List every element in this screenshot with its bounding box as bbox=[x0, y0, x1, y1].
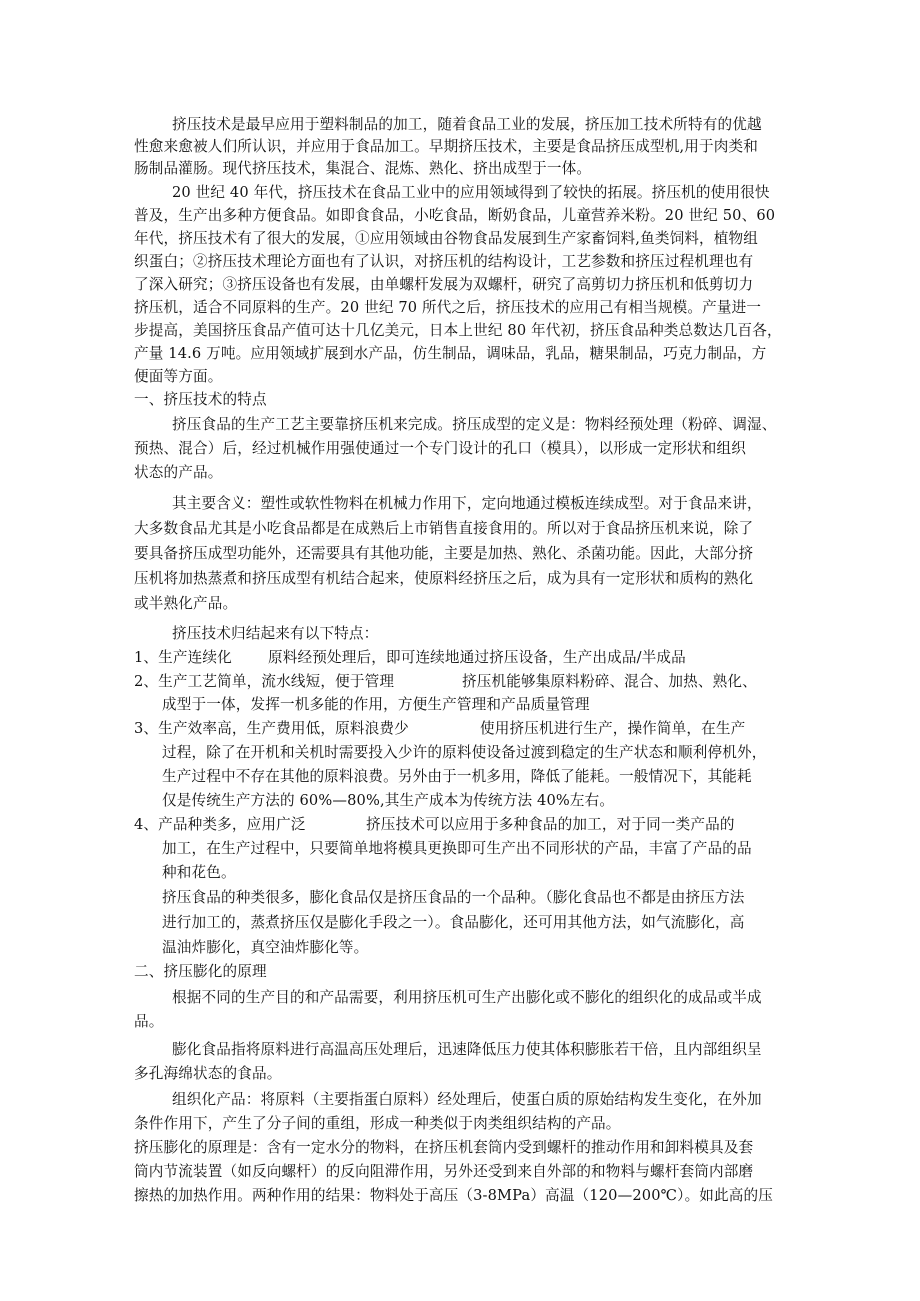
text-line: 成型于一体，发挥一机多能的作用，方便生产管理和产品质量管理 bbox=[162, 696, 590, 713]
list-item-label: 2、生产工艺简单，流水线短，便于管理 bbox=[134, 673, 395, 690]
text-line: 多孔海绵状态的食品。 bbox=[134, 1065, 282, 1082]
text-line: 种和花色。 bbox=[162, 864, 236, 881]
list-item-label: 3、生产效率高，生产费用低，原料浪费少 bbox=[134, 720, 409, 737]
text-line: 根据不同的生产目的和产品需要，利用挤压机可生产出膨化或不膨化的组织化的成品或半成 bbox=[172, 989, 762, 1006]
text-line: 挤压技术归结起来有以下特点： bbox=[172, 625, 379, 642]
text-line: 组织化产品：将原料（主要指蛋白原料）经处理后，使蛋白质的原始结构发生变化，在外加 bbox=[172, 1091, 762, 1108]
text-line: 擦热的加热作用。两种作用的结果：物料处于高压（3-8MPa）高温（120—200℃）。如此高的压 bbox=[134, 1187, 774, 1204]
text-line: 挤压技术是最早应用于塑料制品的加工，随着食品工业的发展，挤压加工技术所特有的优越 bbox=[172, 116, 762, 133]
text-line: 加工，在生产过程中，只要简单地将模具更换即可生产出不同形状的产品，丰富了产品的品 bbox=[162, 840, 752, 857]
list-item-label: 1、生产连续化 bbox=[134, 649, 232, 666]
text-line: 生产过程中不存在其他的原料浪费。另外由于一机多用，降低了能耗。一般情况下，其能耗 bbox=[162, 768, 752, 785]
text-line: 挤压膨化的原理是：含有一定水分的物料，在挤压机套筒内受到螺杆的推动作用和卸料模具及套 bbox=[134, 1139, 754, 1156]
text-line: 筒内节流装置（如反向螺杆）的反向阻滞作用，另外还受到来自外部的和物料与螺杆套筒内部磨 bbox=[134, 1163, 754, 1180]
text-line: 其主要含义：塑性或软性物料在机械力作用下，定向地通过模板连续成型。对于食品来讲， bbox=[172, 495, 762, 512]
text-line: 或半熟化产品。 bbox=[134, 595, 238, 612]
section-heading: 一、挤压技术的特点 bbox=[134, 391, 267, 408]
text-line: 肠制品灌肠。现代挤压技术，集混合、混炼、熟化、挤出成型于一体。 bbox=[134, 160, 592, 177]
text-line: 仅是传统生产方法的 60%—80%,其生产成本为传统方法 40%左右。 bbox=[162, 792, 615, 809]
text-line: 20 世纪 40 年代，挤压技术在食品工业中的应用领域得到了较快的拓展。挤压机的使用很快 bbox=[172, 184, 770, 201]
list-item-text: 挤压技术可以应用于多种食品的加工，对于同一类产品的 bbox=[366, 816, 735, 833]
text-line: 状态的产品。 bbox=[134, 464, 223, 481]
text-line: 要具备挤压成型功能外，还需要具有其他功能，主要是加热、熟化、杀菌功能。因此，大部分挤 bbox=[134, 545, 754, 562]
list-item-text: 使用挤压机进行生产，操作简单，在生产 bbox=[480, 720, 746, 737]
text-line: 织蛋白；②挤压技术理论方面也有了认识，对挤压机的结构设计，工艺参数和挤压过程机理也有 bbox=[134, 253, 754, 270]
text-line: 预热、混合）后，经过机械作用强使通过一个专门设计的孔口（模具），以形成一定形状和组织 bbox=[134, 440, 746, 457]
text-line: 性愈来愈被人们所认识，并应用于食品加工。早期挤压技术，主要是食品挤压成型机,用于肉类和 bbox=[134, 138, 759, 155]
text-line: 了深入研究；③挤压设备也有发展，由单螺杆发展为双螺杆，研究了高剪切力挤压机和低剪切力 bbox=[134, 276, 754, 293]
text-line: 挤压食品的种类很多，膨化食品仅是挤压食品的一个品种。（膨化食品也不都是由挤压方法 bbox=[162, 889, 745, 906]
text-line: 条件作用下，产生了分子间的重组，形成一种类似于肉类组织结构的产品。 bbox=[134, 1115, 621, 1132]
text-line: 过程，除了在开机和关机时需要投入少许的原料使设备过渡到稳定的生产状态和顺利停机外， bbox=[162, 744, 767, 761]
text-line: 温油炸膨化，真空油炸膨化等。 bbox=[162, 939, 369, 956]
section-heading: 二、挤压膨化的原理 bbox=[134, 963, 267, 980]
text-line: 大多数食品尤其是小吃食品都是在成熟后上市销售直接食用的。所以对于食品挤压机来说，除了 bbox=[134, 520, 754, 537]
list-item-text: 原料经预处理后，即可连续地通过挤压设备，生产出成品/半成品 bbox=[268, 649, 686, 666]
text-line: 进行加工的，蒸煮挤压仅是膨化手段之一）。食品膨化，还可用其他方法，如气流膨化，高 bbox=[162, 914, 745, 931]
text-line: 膨化食品指将原料进行高温高压处理后，迅速降低压力使其体积膨胀若干倍，且内部组织呈 bbox=[172, 1041, 762, 1058]
list-item-label: 4、产品种类多，应用广泛 bbox=[134, 816, 306, 833]
text-line: 挤压机，适合不同原料的生产。20 世纪 70 所代之后，挤压技术的应用己有相当规模。产量进一 bbox=[134, 299, 762, 316]
text-line: 普及，生产出多种方便食品。如即食食品，小吃食品，断奶食品，儿童营养米粉。20 世纪 50、60 bbox=[134, 207, 776, 224]
text-line: 年代，挤压技术有了很大的发展，①应用领域由谷物食品发展到生产家畜饲料,鱼类饲料，植物组 bbox=[134, 230, 759, 247]
text-line: 产量 14.6 万吨。应用领域扩展到水产品，仿生制品，调味品，乳品，糖果制品，巧克力制品，方 bbox=[134, 345, 767, 362]
text-line: 步提高，美国挤压食品产值可达十几亿美元，日本上世纪 80 年代初，挤压食品种类总数达几百各， bbox=[134, 322, 782, 339]
text-line: 压机将加热蒸煮和挤压成型有机结合起来，使原料经挤压之后，成为具有一定形状和质构的熟化 bbox=[134, 570, 754, 587]
text-line: 便面等方面。 bbox=[134, 368, 223, 385]
text-line: 品。 bbox=[134, 1013, 164, 1030]
text-line: 挤压食品的生产工艺主要靠挤压机来完成。挤压成型的定义是：物料经预处理（粉碎、调湿、 bbox=[172, 416, 777, 433]
list-item-text: 挤压机能够集原料粉碎、混合、加热、熟化、 bbox=[462, 673, 757, 690]
